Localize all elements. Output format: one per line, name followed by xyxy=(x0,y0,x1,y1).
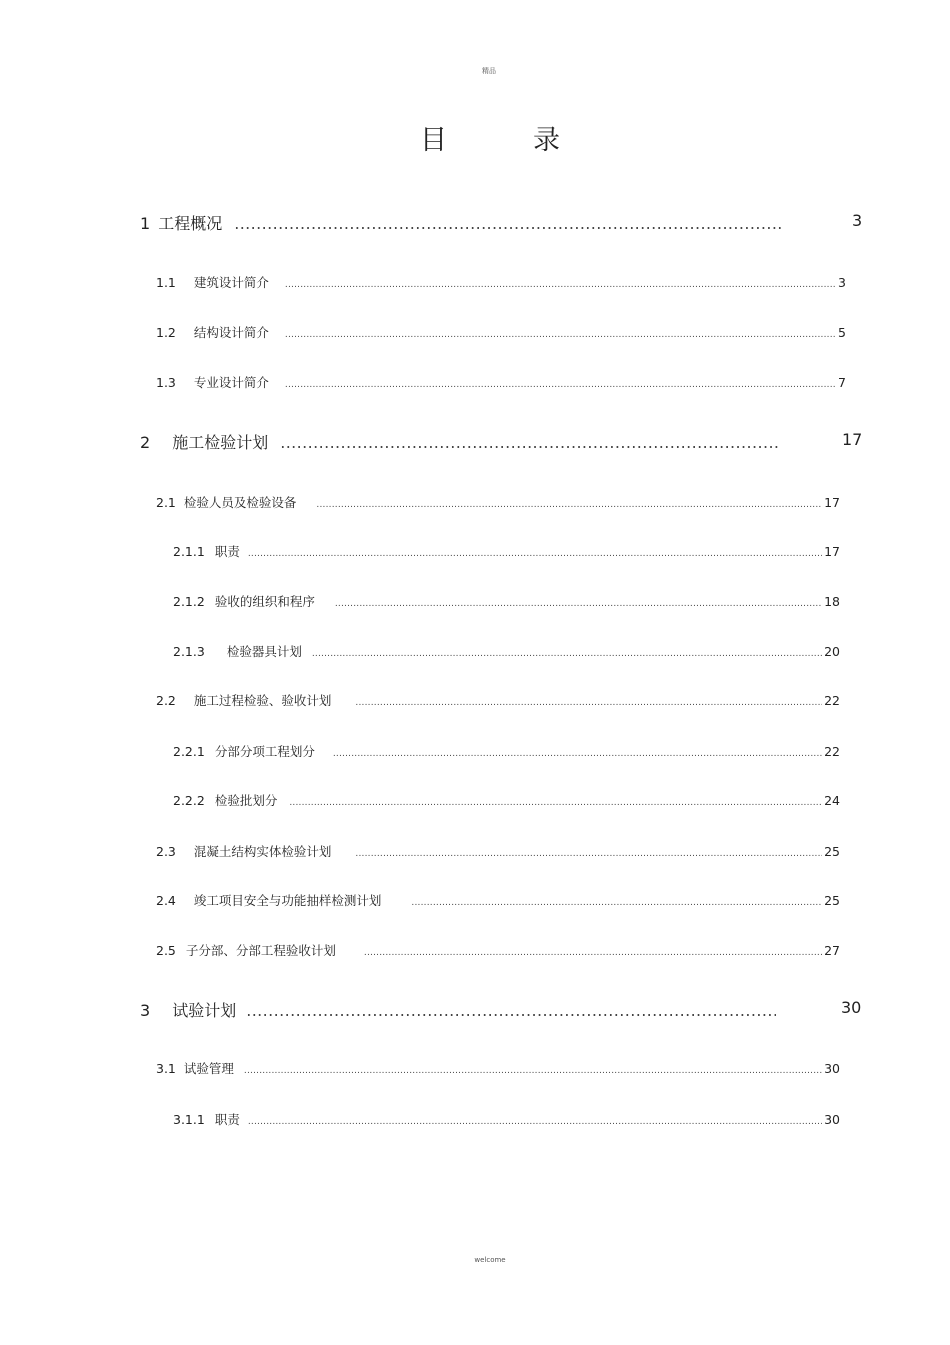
toc-number: 2.1 xyxy=(156,495,176,510)
toc-label: 子分部、分部工程验收计划 xyxy=(185,943,336,958)
toc-leader xyxy=(246,1001,776,1020)
toc-entry-2-3[interactable] xyxy=(156,842,840,860)
toc-number: 1.1 xyxy=(156,275,176,290)
toc-label: 施工过程检验、验收计划 xyxy=(193,693,332,708)
toc-leader xyxy=(312,649,822,659)
toc-label: 分部分项工程划分 xyxy=(214,744,315,759)
toc-leader xyxy=(280,433,780,452)
toc-label: 建筑设计简介 xyxy=(193,275,269,290)
toc-number: 2 xyxy=(140,433,151,452)
toc-number: 3.1.1 xyxy=(173,1112,205,1127)
toc-number: 2.1.2 xyxy=(173,594,205,609)
toc-page: 20 xyxy=(824,644,840,659)
toc-leader xyxy=(335,599,822,609)
toc-entry-2-1[interactable] xyxy=(156,493,840,511)
toc-leader xyxy=(285,280,836,290)
toc-leader xyxy=(248,549,822,559)
toc-number: 2.5 xyxy=(156,943,176,958)
toc-number: 2.4 xyxy=(156,893,176,908)
toc-label: 工程概况 xyxy=(158,214,223,233)
toc-page-2: 17 xyxy=(842,430,863,449)
toc-number: 2.3 xyxy=(156,844,176,859)
header-watermark: 精品 xyxy=(482,67,496,75)
toc-label: 检验批划分 xyxy=(214,793,278,808)
toc-entry-2-1-2[interactable] xyxy=(173,592,840,610)
toc-leader xyxy=(285,380,836,390)
toc-leader xyxy=(248,1117,822,1127)
toc-page: 27 xyxy=(824,943,840,958)
toc-leader xyxy=(289,798,822,808)
toc-number: 2.1.3 xyxy=(173,644,205,659)
toc-leader xyxy=(355,698,822,708)
toc-page-3: 30 xyxy=(841,998,862,1017)
title-char-right: 录 xyxy=(533,125,560,156)
toc-label: 验收的组织和程序 xyxy=(214,594,315,609)
toc-entry-1-1[interactable] xyxy=(156,273,846,291)
toc-label: 竣工项目安全与功能抽样检测计划 xyxy=(193,893,382,908)
toc-page: 22 xyxy=(824,693,840,708)
toc-page: 30 xyxy=(824,1112,840,1127)
toc-entry-3-1-1[interactable] xyxy=(173,1110,840,1128)
toc-number: 1.2 xyxy=(156,325,176,340)
toc-entry-3[interactable] xyxy=(140,998,778,1021)
toc-page: 22 xyxy=(824,744,840,759)
toc-entry-2-5[interactable] xyxy=(156,941,840,959)
toc-number: 2.2.2 xyxy=(173,793,205,808)
toc-entry-1-3[interactable] xyxy=(156,373,846,391)
toc-entry-2-1-1[interactable] xyxy=(173,542,840,560)
toc-entry-1-2[interactable] xyxy=(156,323,846,341)
toc-entry-2-4[interactable] xyxy=(156,891,840,909)
page-title xyxy=(420,118,560,157)
toc-page: 25 xyxy=(824,893,840,908)
footer-watermark: welcome xyxy=(474,1256,506,1264)
toc-page: 25 xyxy=(824,844,840,859)
toc-page: 3 xyxy=(838,275,846,290)
toc-label: 结构设计简介 xyxy=(193,325,269,340)
toc-leader xyxy=(411,898,822,908)
toc-leader xyxy=(364,948,822,958)
toc-page: 30 xyxy=(824,1061,840,1076)
toc-leader xyxy=(355,849,822,859)
toc-entry-2-1-3[interactable] xyxy=(173,642,840,660)
toc-page: 17 xyxy=(824,495,840,510)
toc-leader xyxy=(333,749,822,759)
toc-entry-2-2[interactable] xyxy=(156,691,840,709)
toc-leader xyxy=(244,1066,822,1076)
toc-page: 18 xyxy=(824,594,840,609)
toc-label: 检验人员及检验设备 xyxy=(183,495,297,510)
toc-label: 职责 xyxy=(214,1112,240,1127)
toc-label: 检验器具计划 xyxy=(226,644,302,659)
toc-page-1: 3 xyxy=(852,211,863,230)
toc-number: 3.1 xyxy=(156,1061,176,1076)
toc-entry-1[interactable] xyxy=(140,211,786,234)
toc-page: 5 xyxy=(838,325,846,340)
toc-label: 试验计划 xyxy=(172,1001,237,1020)
toc-number: 2.2 xyxy=(156,693,176,708)
toc-label: 职责 xyxy=(214,544,240,559)
toc-label: 专业设计简介 xyxy=(193,375,269,390)
toc-label: 试验管理 xyxy=(183,1061,234,1076)
toc-entry-2[interactable] xyxy=(140,430,782,453)
title-char-left: 目 xyxy=(420,125,447,156)
toc-number: 2.2.1 xyxy=(173,744,205,759)
toc-number: 1 xyxy=(140,214,151,233)
toc-label: 混凝土结构实体检验计划 xyxy=(193,844,332,859)
toc-page: 7 xyxy=(838,375,846,390)
toc-leader xyxy=(316,500,822,510)
toc-entry-2-2-1[interactable] xyxy=(173,742,840,760)
toc-label: 施工检验计划 xyxy=(172,433,269,452)
toc-number: 1.3 xyxy=(156,375,176,390)
toc-page: 17 xyxy=(824,544,840,559)
toc-leader xyxy=(234,214,784,233)
toc-page: 24 xyxy=(824,793,840,808)
toc-number: 3 xyxy=(140,1001,151,1020)
toc-entry-3-1[interactable] xyxy=(156,1059,840,1077)
toc-leader xyxy=(285,330,836,340)
toc-entry-2-2-2[interactable] xyxy=(173,791,840,809)
toc-number: 2.1.1 xyxy=(173,544,205,559)
